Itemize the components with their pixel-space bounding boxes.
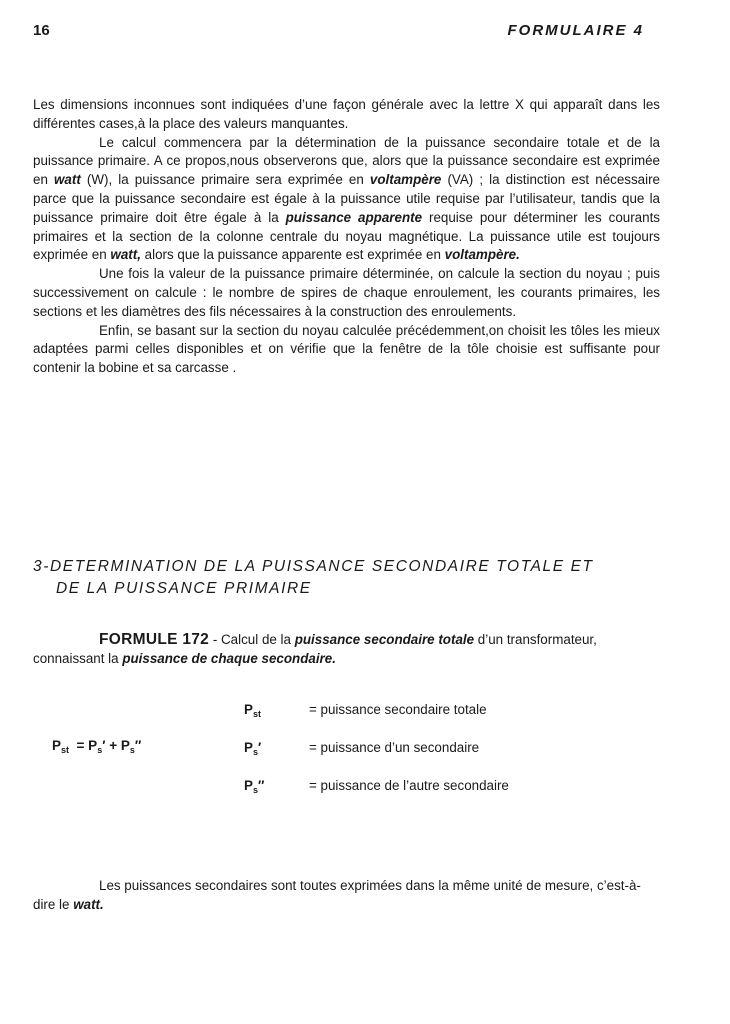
running-title: FORMULAIRE 4: [507, 22, 644, 39]
formula-description: FORMULE 172 - Calcul de la puissance secondaire totale d’un transformateur, connaissant la puissance de chaque secondaire.: [33, 631, 597, 666]
section-heading: [33, 556, 673, 600]
intro-text: [33, 96, 660, 378]
intro-paragraph-1: Les dimensions inconnues sont indiquées d’une façon générale avec la lettre X qui apparaît dans les différentes cases,à la place des valeurs manquantes.: [33, 97, 660, 131]
formula-name: FORMULE 172: [99, 631, 210, 648]
definition-text: = puissance secondaire totale: [309, 702, 487, 717]
definition-text: = puissance d’un secondaire: [309, 740, 480, 755]
closing-paragraph: Les puissances secondaires sont toutes exprimées dans la même unité de mesure, c’est-à-dire le watt.: [33, 878, 641, 912]
definition-text: = puissance de l’autre secondaire: [309, 778, 509, 793]
intro-paragraph-4: Enfin, se basant sur la section du noyau calculée précédemment,on choisit les tôles les mieux adaptées parmi celles disponibles et on vérifie que la fenêtre de la tôle choisie est suffisante pour contenir la bobine et sa carcasse .: [33, 322, 660, 376]
formula-equation: $P_{st} = P_s' + P_s''$: [52, 738, 142, 755]
intro-paragraph-3: Une fois la valeur de la puissance primaire déterminée, on calcule la section du noyau ; puis successivement on calcule : le nombre de spires de chaque enroulement, les courants primaires, les sections et les diamètres des fils nécessaires à la construction des enroulements.: [33, 266, 660, 319]
section-heading-line-2: DE LA PUISSANCE PRIMAIRE: [56, 580, 312, 597]
section-heading-line-1: 3-DETERMINATION DE LA PUISSANCE SECONDAIRE TOTALE ET: [33, 558, 594, 575]
definition-symbol: $P_{st}$: [244, 702, 261, 719]
definition-symbol: $P_s''$: [244, 778, 265, 795]
intro-paragraph-2: Le calcul commencera par la détermination de la puissance secondaire totale et de la puissance primaire. A ce propos,nous observerons que, alors que la puissance secondaire est exprimée en watt (W), la puissance primaire sera exprimée en voltampère (VA) ; la distinction est nécessaire parce que la puissance secondaire est égale à la puissance utile requise par l’utilisateur, tandis que la puissance primaire doit être égale à la puissance apparente requise pour déterminer les courants primaires et la section de la colonne centrale du noyau magnétique. La puissance utile est toujours exprimée en watt, alors que la puissance apparente est exprimée en voltampère.: [33, 134, 661, 263]
page-number: 16: [33, 22, 50, 39]
definition-symbol: $P_s'$: [244, 740, 262, 757]
